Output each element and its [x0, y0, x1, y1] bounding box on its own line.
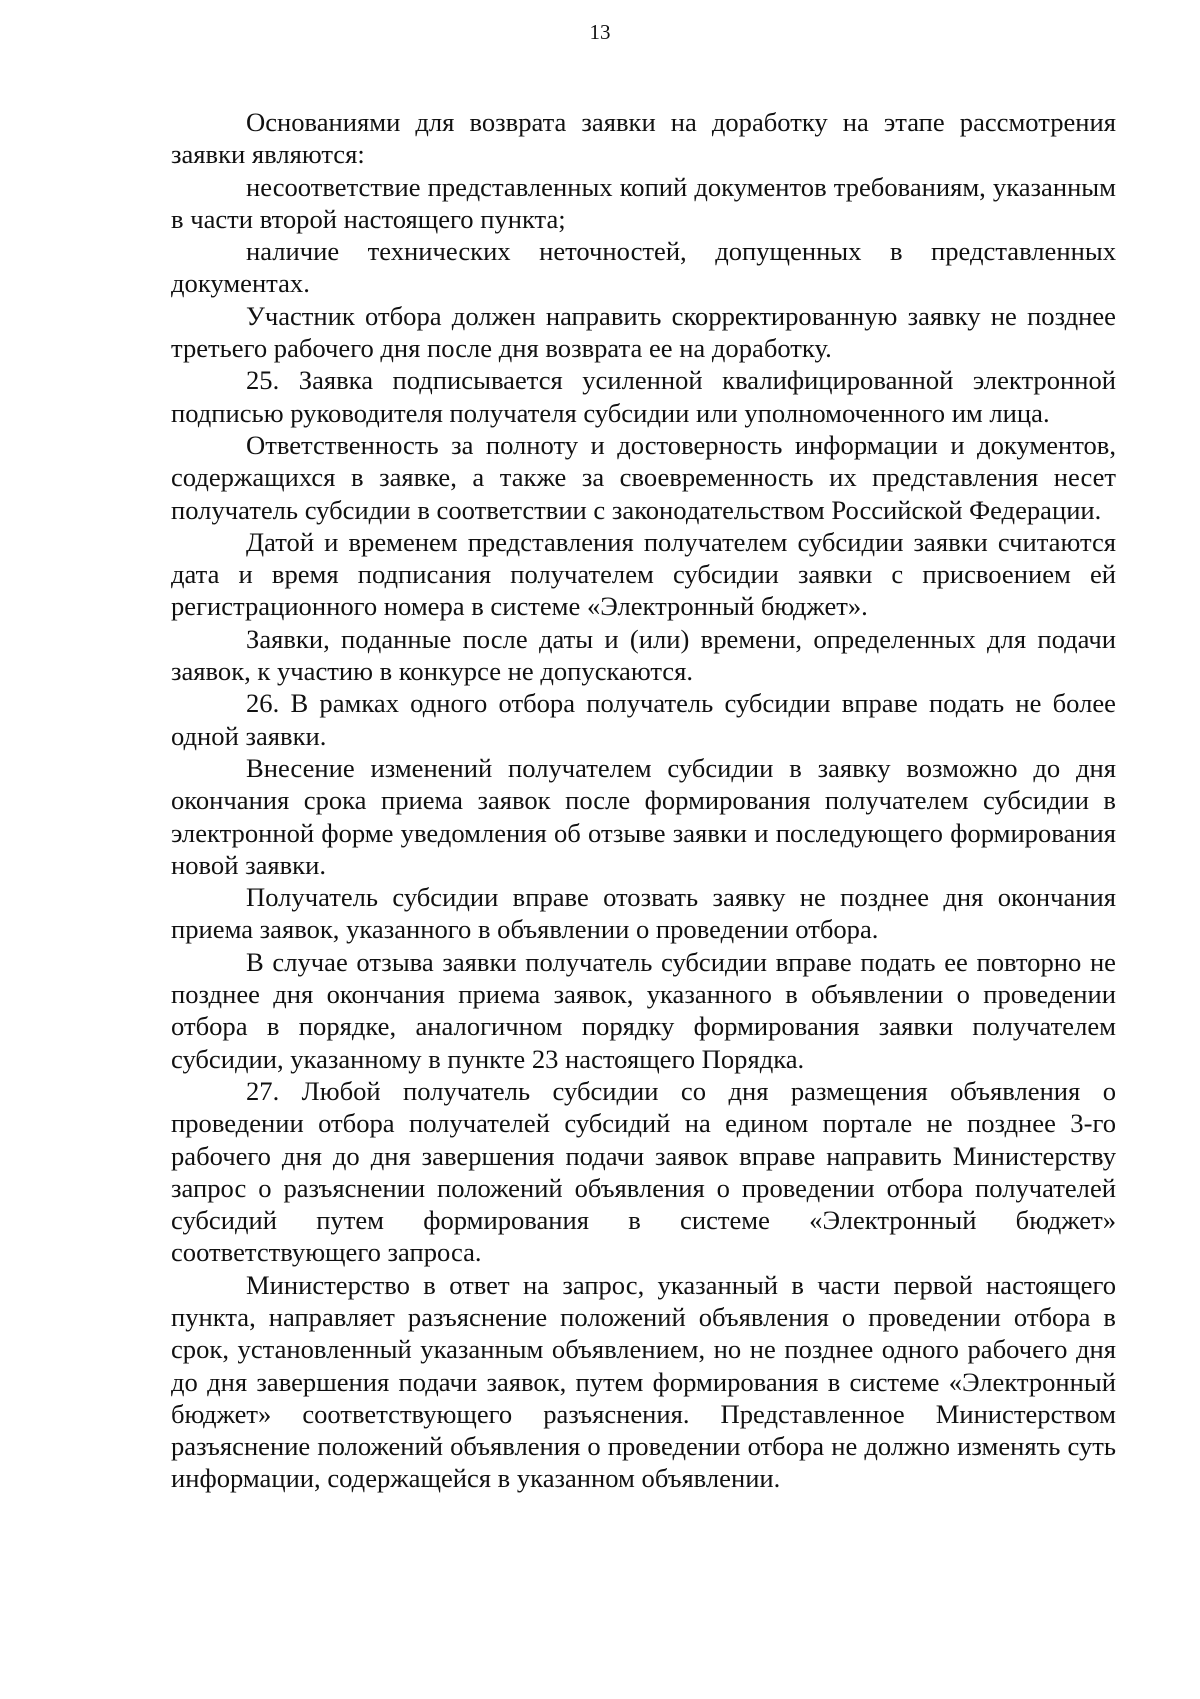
paragraph: Основаниями для возврата заявки на доработку на этапе рассмотрения заявки являются:: [171, 107, 1116, 170]
paragraph: Участник отбора должен направить скорректированную заявку не позднее третьего рабочего дня после дня возврата ее на доработку.: [171, 300, 1116, 364]
paragraph: Заявки, поданные после даты и (или) времени, определенных для подачи заявок, к участию в конкурсе не допускаются.: [171, 623, 1116, 687]
paragraph-item-26: 26. В рамках одного отбора получатель субсидии вправе подать не более одной заявки.: [171, 688, 1116, 751]
paragraph: В случае отзыва заявки получатель субсидии вправе подать ее повторно не позднее дня окончания приема заявок, указанного в объявлении о проведении отбора в порядке, аналогичном порядку формирования заявки получателем субсидии, указанному в пункте 23 настоящего Порядка.: [171, 946, 1116, 1074]
paragraph: Ответственность за полноту и достоверность информации и документов, содержащихся в заявке, а также за своевременность их представления несет получатель субсидии в соответствии с законодательством Российской Федерации.: [171, 429, 1116, 525]
paragraph: наличие технических неточностей, допущенных в представленных документах.: [171, 236, 1116, 299]
page-number: 13: [589, 20, 611, 44]
paragraph: Получатель субсидии вправе отозвать заявку не позднее дня окончания приема заявок, указанного в объявлении о проведении отбора.: [171, 882, 1116, 945]
paragraph-item-27: 27. Любой получатель субсидии со дня размещения объявления о проведении отбора получателей субсидий на едином портале не позднее 3-го рабочего дня до дня завершения подачи заявок вправе направить Министерству запрос о разъяснении положений объявления о проведении отбора получателей субсидий путем формирования в системе «Электронный бюджет» соответствующего запроса.: [171, 1075, 1116, 1268]
paragraph: Внесение изменений получателем субсидии в заявку возможно до дня окончания срока приема заявок после формирования получателем субсидии в электронной форме уведомления об отзыве заявки и последующего формирования новой заявки.: [171, 752, 1116, 880]
paragraph-item-25: 25. Заявка подписывается усиленной квалифицированной электронной подписью руководителя получателя субсидии или уполномоченного им лица.: [171, 365, 1116, 428]
paragraph: Датой и временем представления получателем субсидии заявки считаются дата и время подписания получателем субсидии заявки с присвоением ей регистрационного номера в системе «Электронный бюджет».: [171, 526, 1116, 622]
document-body: [171, 106, 1116, 1495]
paragraph: несоответствие представленных копий документов требованиям, указанным в части второй настоящего пункта;: [171, 171, 1116, 234]
paragraph: Министерство в ответ на запрос, указанный в части первой настоящего пункта, направляет разъяснение положений объявления о проведении отбора в срок, установленный указанным объявлением, но не позднее одного рабочего дня до дня завершения подачи заявок, путем формирования в системе «Электронный бюджет» соответствующего разъяснения. Представленное Министерством разъяснение положений объявления о проведении отбора не должно изменять суть информации, содержащейся в указанном объявлении.: [171, 1269, 1116, 1494]
